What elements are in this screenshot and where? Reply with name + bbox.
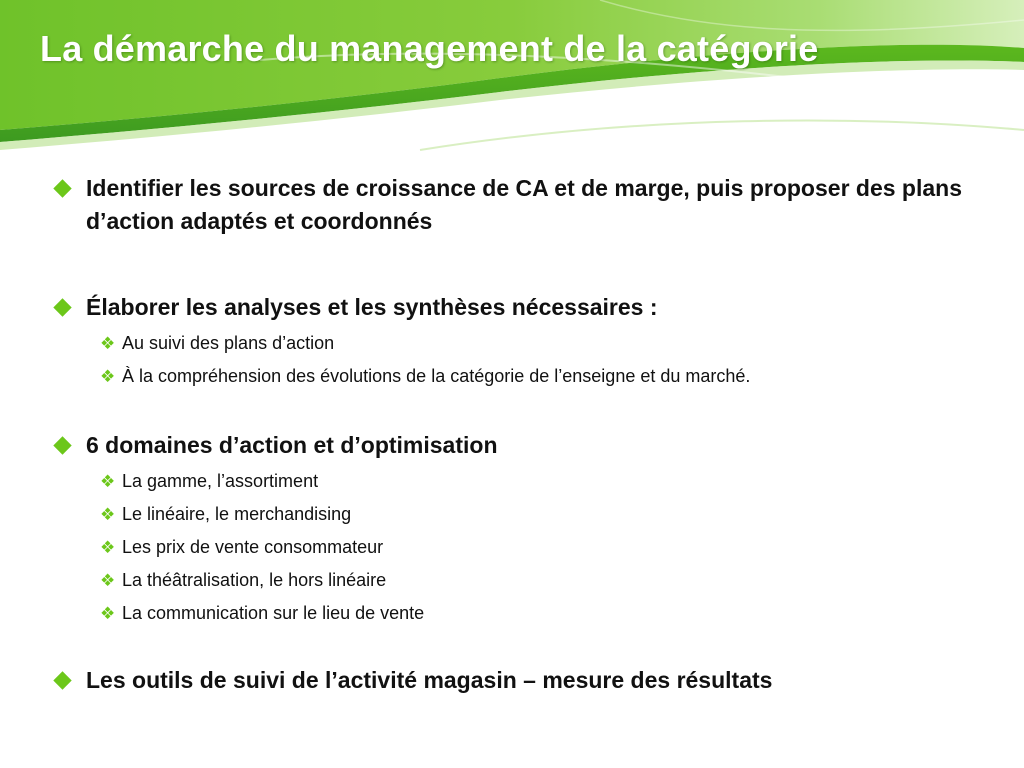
four-diamond-icon: ❖ xyxy=(100,571,116,590)
sub-bullet-item xyxy=(100,465,1000,498)
green-diamond-icon xyxy=(50,176,74,200)
sub-bullet-text: Le linéaire, le merchandising xyxy=(122,504,352,524)
green-diamond-icon xyxy=(50,668,74,692)
bullet-item-4 xyxy=(50,664,1000,697)
bullet-item-2 xyxy=(50,291,1000,393)
bullet-text: Élaborer les analyses et les synthèses nécessaires : xyxy=(86,294,658,320)
sub-bullet-item xyxy=(100,597,1000,630)
green-diamond-icon xyxy=(50,433,74,457)
sub-bullet-item xyxy=(100,327,1000,360)
bullet-item-3 xyxy=(50,429,1000,630)
sub-bullet-item xyxy=(100,498,1000,531)
page-title: La démarche du management de la catégorie xyxy=(40,28,819,69)
sub-bullet-item xyxy=(100,531,1000,564)
four-diamond-icon: ❖ xyxy=(100,367,116,386)
four-diamond-icon: ❖ xyxy=(100,472,116,491)
sub-bullet-text: La communication sur le lieu de vente xyxy=(122,603,425,623)
sub-bullet-text: Au suivi des plans d’action xyxy=(122,333,335,353)
bullet-text: 6 domaines d’action et d’optimisation xyxy=(86,432,498,458)
header-background xyxy=(0,0,1024,160)
sub-bullet-text: La théâtralisation, le hors linéaire xyxy=(122,570,387,590)
sub-bullet-item xyxy=(100,360,1000,393)
green-diamond-icon xyxy=(50,295,74,319)
bullet-list xyxy=(50,172,1000,697)
four-diamond-icon: ❖ xyxy=(100,538,116,557)
four-diamond-icon: ❖ xyxy=(100,604,116,623)
bullet-text: Identifier les sources de croissance de CA et de marge, puis proposer des plans d’action adaptés et coordonnés xyxy=(86,175,962,234)
four-diamond-icon: ❖ xyxy=(100,334,116,353)
bullet-item-1 xyxy=(50,172,1000,238)
sub-bullet-text: Les prix de vente consommateur xyxy=(122,537,384,557)
sub-bullet-item xyxy=(100,564,1000,597)
header-banner xyxy=(0,0,1024,160)
bullet-text: Les outils de suivi de l’activité magasin – mesure des résultats xyxy=(86,667,773,693)
sub-bullet-text: La gamme, l’assortiment xyxy=(122,471,319,491)
sub-bullet-text: À la compréhension des évolutions de la catégorie de l’enseigne et du marché. xyxy=(122,366,751,386)
four-diamond-icon: ❖ xyxy=(100,505,116,524)
